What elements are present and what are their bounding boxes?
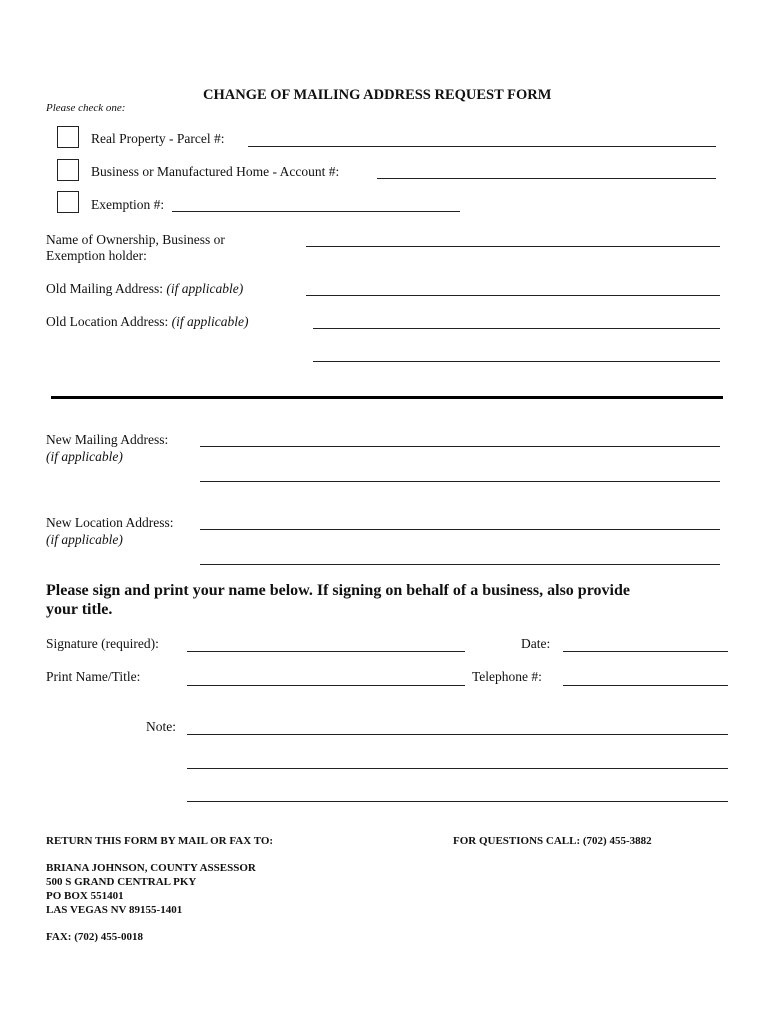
old-mailing-address-label [46, 281, 243, 297]
signature-label: Signature (required): [46, 636, 159, 651]
real-property-checkbox[interactable] [57, 126, 79, 148]
exemption-checkbox[interactable] [57, 191, 79, 213]
real-property-label: Real Property - Parcel #: [91, 131, 225, 146]
exemption-number-field[interactable] [172, 211, 460, 212]
address-line: PO BOX 551401 [46, 890, 124, 902]
business-checkbox[interactable] [57, 159, 79, 181]
business-label: Business or Manufactured Home - Account #: [91, 164, 340, 179]
old-mailing-address-field[interactable] [306, 295, 720, 296]
print-name-field[interactable] [187, 685, 465, 686]
questions-phone: FOR QUESTIONS CALL: (702) 455-3882 [453, 835, 652, 847]
new-mailing-note: (if applicable) [46, 449, 123, 464]
form-title: CHANGE OF MAILING ADDRESS REQUEST FORM [203, 87, 552, 103]
new-mailing-address-field-2[interactable] [200, 481, 720, 482]
date-label: Date: [521, 636, 551, 651]
exemption-label: Exemption #: [91, 197, 165, 212]
old-location-label-text: Old Location Address: [46, 314, 169, 329]
telephone-label: Telephone #: [472, 669, 542, 684]
account-number-field[interactable] [377, 178, 716, 179]
telephone-field[interactable] [563, 685, 728, 686]
note-field-1[interactable] [187, 734, 728, 735]
check-instruction: Please check one: [46, 102, 126, 114]
ownership-label-line2: Exemption holder: [46, 248, 147, 263]
new-location-address-field-2[interactable] [200, 564, 720, 565]
parcel-number-field[interactable] [248, 146, 716, 147]
fax-number: FAX: (702) 455-0018 [46, 931, 143, 943]
ownership-name-field[interactable] [306, 246, 720, 247]
old-location-address-label [46, 314, 248, 330]
address-line: BRIANA JOHNSON, COUNTY ASSESSOR [46, 862, 256, 874]
note-field-3[interactable] [187, 801, 728, 802]
note-field-2[interactable] [187, 768, 728, 769]
print-name-label: Print Name/Title: [46, 669, 141, 684]
old-location-note: (if applicable) [171, 314, 249, 329]
new-location-address-label: New Location Address: [46, 515, 174, 530]
ownership-label-line1: Name of Ownership, Business or [46, 232, 225, 247]
note-label: Note: [146, 719, 176, 734]
old-location-address-field-2[interactable] [313, 361, 720, 362]
new-mailing-address-field-1[interactable] [200, 446, 720, 447]
date-field[interactable] [563, 651, 728, 652]
address-line: 500 S GRAND CENTRAL PKY [46, 876, 197, 888]
section-divider [51, 396, 723, 399]
old-mailing-note: (if applicable) [166, 281, 244, 296]
new-location-note: (if applicable) [46, 532, 123, 547]
old-mailing-label-text: Old Mailing Address: [46, 281, 163, 296]
new-location-address-field-1[interactable] [200, 529, 720, 530]
sign-instruction-line1: Please sign and print your name below. If signing on behalf of a business, also provide [46, 582, 630, 599]
old-location-address-field-1[interactable] [313, 328, 720, 329]
signature-field[interactable] [187, 651, 465, 652]
return-label: RETURN THIS FORM BY MAIL OR FAX TO: [46, 835, 274, 847]
sign-instruction-line2: your title. [46, 601, 113, 618]
address-line: LAS VEGAS NV 89155-1401 [46, 904, 183, 916]
new-mailing-address-label: New Mailing Address: [46, 432, 169, 447]
